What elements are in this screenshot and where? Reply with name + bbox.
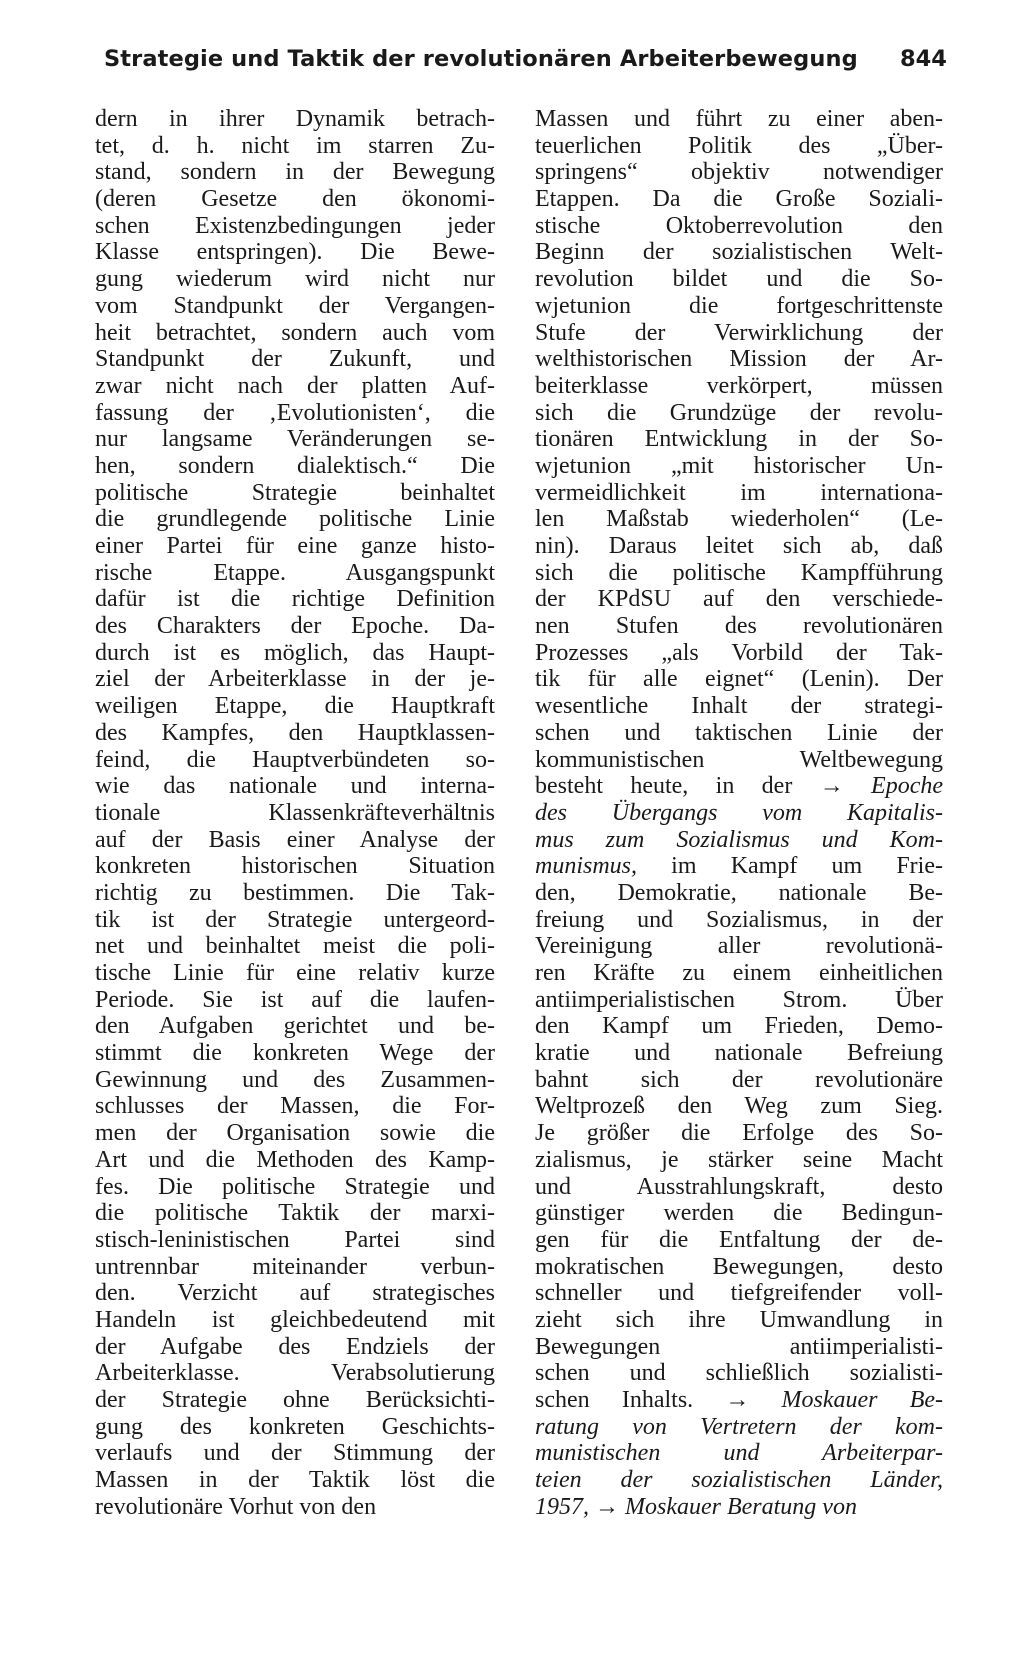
text-line: auf der Basis einer Analyse der (95, 826, 495, 853)
text-line (535, 1254, 943, 1281)
text-line: der Aufgabe des Endziels der (95, 1333, 495, 1360)
cross-reference-text: → Epoche (819, 773, 944, 800)
text-line (535, 613, 943, 640)
text-line: richtig zu bestimmen. Die Tak- (95, 879, 495, 906)
text-line (535, 1334, 943, 1361)
text-segment: Je größer die Erfolge des So- (535, 1120, 943, 1147)
text-segment: welthistorischen Mission der Ar- (535, 346, 943, 373)
text-segment: stische Oktoberrevolution den (535, 212, 943, 239)
text-segment: freiung und Sozialismus, in der (535, 906, 943, 933)
text-segment: nen Stufen des revolutionären (535, 613, 943, 640)
right-column (535, 106, 943, 1520)
cross-reference-text: mus zum Sozialismus und Kom- (535, 826, 943, 853)
text-segment: antiimperialistischen Strom. Über (535, 986, 943, 1013)
text-line (535, 1360, 943, 1387)
text-line (535, 426, 943, 453)
text-line (535, 293, 943, 320)
text-line (535, 133, 943, 160)
text-line (535, 1280, 943, 1307)
text-segment: Weltprozeß den Weg zum Sieg. (535, 1093, 943, 1120)
text-segment: gen für die Entfaltung der de- (535, 1226, 943, 1253)
text-segment: schneller und tiefgreifender voll- (535, 1280, 943, 1307)
text-line (535, 1494, 943, 1521)
text-segment: und Ausstrahlungskraft, desto (535, 1173, 943, 1200)
text-line: den. Verzicht auf strategisches (95, 1280, 495, 1307)
text-segment: Massen und führt zu einer aben- (535, 106, 943, 132)
text-segment: zieht sich ihre Umwandlung in (535, 1306, 943, 1333)
text-segment: schen und taktischen Linie der (535, 719, 943, 746)
text-segment: teuerlichen Politik des „Über- (535, 132, 943, 159)
text-line (535, 560, 943, 587)
text-line: tik ist der Strategie untergeord- (95, 906, 495, 933)
text-line: tische Linie für eine relativ kurze (95, 960, 495, 986)
cross-reference-text: 1957, → Moskauer Beratung von (535, 1493, 857, 1520)
text-line (535, 1013, 943, 1040)
text-line: revolutionäre Vorhut von den (95, 1493, 377, 1520)
text-line: Gewinnung und des Zusammen- (95, 1066, 495, 1093)
text-line: fes. Die politische Strategie und (95, 1173, 495, 1200)
text-segment: der KPdSU auf den verschiede- (535, 586, 943, 613)
text-line (535, 213, 943, 240)
text-line: men der Organisation sowie die (95, 1120, 495, 1147)
text-line: Handeln ist gleichbedeutend mit (95, 1306, 495, 1333)
text-segment: kratie und nationale Befreiung (535, 1040, 943, 1067)
text-segment: mokratischen Bewegungen, desto (535, 1253, 943, 1280)
text-line: tionale Klassenkräfteverhältnis (95, 799, 495, 826)
text-line: heit betrachtet, sondern auch vom (95, 319, 495, 346)
text-line: untrennbar miteinander verbun- (95, 1253, 495, 1280)
text-line: stand, sondern in der Bewegung (95, 159, 495, 186)
text-line (535, 640, 943, 667)
text-line: Standpunkt der Zukunft, und (95, 346, 495, 373)
cross-reference-text: munismus, (535, 853, 638, 880)
text-segment: wjetunion die fortgeschrittenste (535, 292, 943, 319)
text-line: (deren Gesetze den ökonomi- (95, 186, 495, 213)
text-segment: günstiger werden die Bedingun- (535, 1200, 943, 1227)
text-line: des Charakters der Epoche. Da- (95, 613, 495, 640)
text-line: politische Strategie beinhaltet (95, 479, 495, 506)
text-line (535, 853, 943, 880)
text-segment: den Kampf um Frieden, Demo- (535, 1013, 943, 1040)
running-head-title: Strategie und Taktik der revolutionären Arbeiterbewegung (104, 46, 858, 72)
page-number: 844 (900, 46, 947, 72)
text-line (535, 480, 943, 507)
text-line: fassung der ‚Evolutionisten‘, die (95, 399, 495, 426)
text-line (535, 1414, 943, 1441)
text-segment: kommunistischen Weltbewegung (535, 746, 943, 773)
text-segment: zialismus, je stärker seine Macht (535, 1146, 943, 1173)
text-segment: schen und schließlich sozialisti- (535, 1360, 943, 1387)
text-segment: wjetunion „mit historischer Un- (535, 452, 943, 479)
text-line (535, 987, 943, 1014)
text-line: verlaufs und der Stimmung der (95, 1440, 495, 1467)
text-line: gung des konkreten Geschichts- (95, 1413, 495, 1440)
text-line: Klasse entspringen). Die Bewe- (95, 239, 495, 266)
text-line (535, 106, 943, 133)
text-line (535, 1040, 943, 1067)
text-line (535, 1467, 943, 1494)
text-segment: Vereinigung aller revolutionä- (535, 933, 943, 960)
text-segment: ren Kräfte zu einem einheitlichen (535, 960, 943, 986)
cross-reference-text: → Moskauer Be- (725, 1387, 943, 1413)
text-line: rische Etappe. Ausgangspunkt (95, 559, 495, 586)
text-segment: springens“ objektiv notwendiger (535, 159, 943, 186)
text-line (535, 159, 943, 186)
text-line: hen, sondern dialektisch.“ Die (95, 452, 495, 479)
text-line: weiligen Etappe, die Hauptkraft (95, 693, 495, 720)
text-line (535, 1093, 943, 1120)
text-line: feind, die Hauptverbündeten so- (95, 746, 495, 773)
text-segment: im Kampf um Frie- (637, 853, 943, 880)
text-line (535, 1200, 943, 1227)
text-segment: sich die Grundzüge der revolu- (535, 399, 943, 426)
text-segment: len Maßstab wiederholen“ (Le- (535, 506, 943, 533)
text-line (535, 586, 943, 613)
text-line (535, 266, 943, 293)
text-line (535, 186, 943, 213)
text-segment: Beginn der sozialistischen Welt- (535, 239, 943, 266)
text-line (535, 533, 943, 560)
text-line: schen Existenzbedingungen jeder (95, 212, 495, 239)
cross-reference-text: ratung von Vertretern der kom- (535, 1413, 943, 1440)
text-line: der Strategie ohne Berücksichti- (95, 1387, 495, 1413)
text-line: Massen in der Taktik löst die (95, 1467, 495, 1494)
text-line: vom Standpunkt der Vergangen- (95, 292, 495, 319)
text-segment: beiterklasse verkörpert, müssen (535, 372, 943, 399)
text-line: Arbeiterklasse. Verabsolutierung (95, 1360, 495, 1387)
text-line: stimmt die konkreten Wege der (95, 1040, 495, 1067)
text-line: ziel der Arbeiterklasse in der je- (95, 666, 495, 693)
text-line (535, 1227, 943, 1254)
text-line (535, 666, 943, 693)
text-line (535, 1440, 943, 1467)
text-line (535, 1174, 943, 1201)
text-segment: den, Demokratie, nationale Be- (535, 879, 943, 906)
text-line (535, 373, 943, 400)
cross-reference-text: munistischen und Arbeiterpar- (535, 1440, 943, 1467)
text-line: einer Partei für eine ganze histo- (95, 533, 495, 559)
text-line (535, 1387, 943, 1414)
text-segment: tionären Entwicklung in der So- (535, 426, 943, 453)
text-segment: tik für alle eignet“ (Lenin). Der (535, 666, 943, 693)
text-line (535, 747, 943, 774)
text-line (535, 1120, 943, 1147)
text-line (535, 320, 943, 347)
text-segment: revolution bildet und die So- (535, 266, 943, 293)
text-line: nur langsame Veränderungen se- (95, 426, 495, 453)
text-segment: Stufe der Verwirklichung der (535, 319, 943, 346)
text-segment: nin). Daraus leitet sich ab, daß (535, 533, 943, 559)
text-segment: Etappen. Da die Große Soziali- (535, 186, 943, 213)
text-line (535, 800, 943, 827)
text-line: tet, d. h. nicht im starren Zu- (95, 132, 495, 159)
text-line (535, 346, 943, 373)
text-line (535, 400, 943, 427)
text-line: wie das nationale und interna- (95, 773, 495, 800)
text-line: die politische Taktik der marxi- (95, 1200, 495, 1227)
text-segment: vermeidlichkeit im internationa- (535, 479, 943, 506)
text-line (535, 907, 943, 934)
left-column (95, 106, 495, 1520)
text-line (535, 1067, 943, 1094)
text-line (535, 720, 943, 747)
cross-reference-text: teien der sozialistischen Länder, (535, 1467, 943, 1494)
text-line (535, 960, 943, 987)
text-segment: Prozesses „als Vorbild der Tak- (535, 639, 943, 666)
text-line: zwar nicht nach der platten Auf- (95, 372, 495, 399)
text-line: des Kampfes, den Hauptklassen- (95, 719, 495, 746)
text-line (535, 693, 943, 720)
text-line (535, 1307, 943, 1334)
text-line (535, 239, 943, 266)
text-line: dafür ist die richtige Definition (95, 586, 495, 613)
text-segment: wesentliche Inhalt der strategi- (535, 693, 943, 720)
text-line: schlusses der Massen, die For- (95, 1093, 495, 1120)
text-line: stisch-leninistischen Partei sind (95, 1226, 495, 1253)
text-line: dern in ihrer Dynamik betrach- (95, 106, 495, 132)
text-segment: sich die politische Kampfführung (535, 559, 943, 586)
text-line: die grundlegende politische Linie (95, 506, 495, 533)
text-line: Art und die Methoden des Kamp- (95, 1146, 495, 1173)
text-segment: Bewegungen antiimperialisti- (535, 1333, 943, 1360)
text-line (535, 453, 943, 480)
text-segment: bahnt sich der revolutionäre (535, 1066, 943, 1093)
text-line (535, 827, 943, 854)
text-line (535, 506, 943, 533)
text-line: gung wiederum wird nicht nur (95, 266, 495, 293)
text-line: net und beinhaltet meist die poli- (95, 933, 495, 960)
text-line: Periode. Sie ist auf die laufen- (95, 986, 495, 1013)
text-line (535, 933, 943, 960)
text-line: konkreten historischen Situation (95, 853, 495, 880)
text-line (535, 1147, 943, 1174)
text-segment: schen Inhalts. (535, 1387, 694, 1413)
text-segment: besteht heute, in der (535, 773, 793, 800)
text-line (535, 773, 943, 800)
text-line: den Aufgaben gerichtet und be- (95, 1013, 495, 1040)
cross-reference-text: des Übergangs vom Kapitalis- (535, 799, 943, 826)
text-line: durch ist es möglich, das Haupt- (95, 639, 495, 666)
text-line (535, 880, 943, 907)
